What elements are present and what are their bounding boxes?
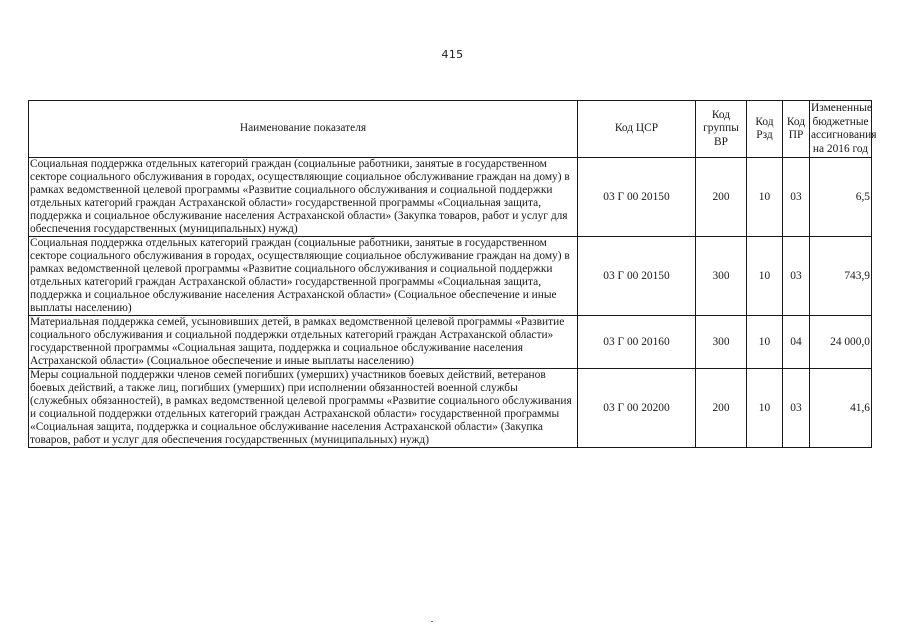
row-indicator-name: Социальная поддержка отдельных категорий граждан (социальные работники, занятые в государственном секторе социального обслуживания в городах, осуществляющие социальное обслуживание граждан на дому) в рамках ведомственной целевой программы «Развитие социального обслуживания и социальной поддержки отдельных категорий граждан Астраханской области» государственной программы «Социальная защита, поддержка и социальное обслуживание населения Астраханской области» (Закупка товаров, работ и услуг для обеспечения государственных (муниципальных) нужд) [29,158,578,237]
table-header-row [29,101,872,158]
table-row [29,158,872,237]
header-vr-code [696,101,747,158]
header-rzd-line2: Рзд [756,129,773,141]
row-rzd-code: 10 [747,158,783,237]
header-amount-line4: на 2016 год [812,142,869,155]
row-csr-code: 03 Г 00 20150 [578,158,696,237]
row-csr-code: 03 Г 00 20150 [578,237,696,316]
table-row [29,237,872,316]
row-pr-code: 04 [783,316,810,369]
scan-speck [431,621,433,622]
row-amount: 24 000,0 [810,316,872,369]
row-pr-code: 03 [783,369,810,448]
row-indicator-name: Социальная поддержка отдельных категорий граждан (социальные работники, занятые в государственном секторе социального обслуживания в городах, осуществляющие социальное обслуживание граждан на дому) в рамках ведомственной целевой программы «Развитие социального обслуживания и социальной поддержки отдельных категорий граждан Астраханской области» государственной программы «Социальная защита, поддержка и социальное обслуживание населения Астраханской области» (Социальное обеспечение и иные выплаты населению) [29,237,578,316]
header-amount [810,101,877,158]
row-pr-code: 03 [783,237,810,316]
header-pr-line1: Код [786,115,806,128]
row-vr-code: 300 [696,237,747,316]
table-row [29,316,872,369]
row-vr-code: 200 [696,369,747,448]
header-vr-line3: ВР [714,135,728,148]
header-vr-line2: группы [703,122,739,135]
budget-allocation-table [28,100,877,448]
page-number: 415 [441,48,464,61]
row-vr-code: 300 [696,316,747,369]
row-vr-code: 200 [696,158,747,237]
row-csr-code: 03 Г 00 20200 [578,369,696,448]
header-rzd-line1: Код [755,115,774,128]
row-indicator-name: Меры социальной поддержки членов семей погибших (умерших) участников боевых действий, ветеранов боевых действий, а также лиц, погибших (умерших) при исполнении обязанностей военной службы (служебных обязанностей), в рамках ведомственной целевой программы «Развитие социального обслуживания и социальной поддержки отдельных категорий граждан Астраханской области» государственной программы «Социальная защита, поддержка и социальное обслуживание населения Астраханской области» (Закупка товаров, работ и услуг для обеспечения государственных (муниципальных) нужд) [29,369,578,448]
header-amount-line1: Измененные [811,102,872,114]
header-amount-line3: ассигнования [811,129,877,141]
header-amount-line2: бюджетные [812,115,869,128]
row-rzd-code: 10 [747,369,783,448]
row-amount: 41,6 [810,369,872,448]
row-rzd-code: 10 [747,237,783,316]
header-indicator-name: Наименование показателя [29,101,578,158]
row-pr-code: 03 [783,158,810,237]
header-vr-line1: Код [711,108,731,121]
header-pr-code [783,101,810,158]
row-rzd-code: 10 [747,316,783,369]
header-pr-line2: ПР [788,129,804,141]
row-amount: 743,9 [810,237,872,316]
header-csr-code: Код ЦСР [578,101,696,158]
row-indicator-name: Материальная поддержка семей, усыновивших детей, в рамках ведомственной целевой программы «Развитие социального обслуживания и социальной поддержки отдельных категорий граждан Астраханской области» государственной программы «Социальная защита, поддержка и социальное обслуживание населения Астраханской области» (Социальное обеспечение и иные выплаты населению) [29,316,578,369]
row-amount: 6,5 [810,158,872,237]
row-csr-code: 03 Г 00 20160 [578,316,696,369]
header-rzd-code [747,101,783,158]
table-row [29,369,872,448]
